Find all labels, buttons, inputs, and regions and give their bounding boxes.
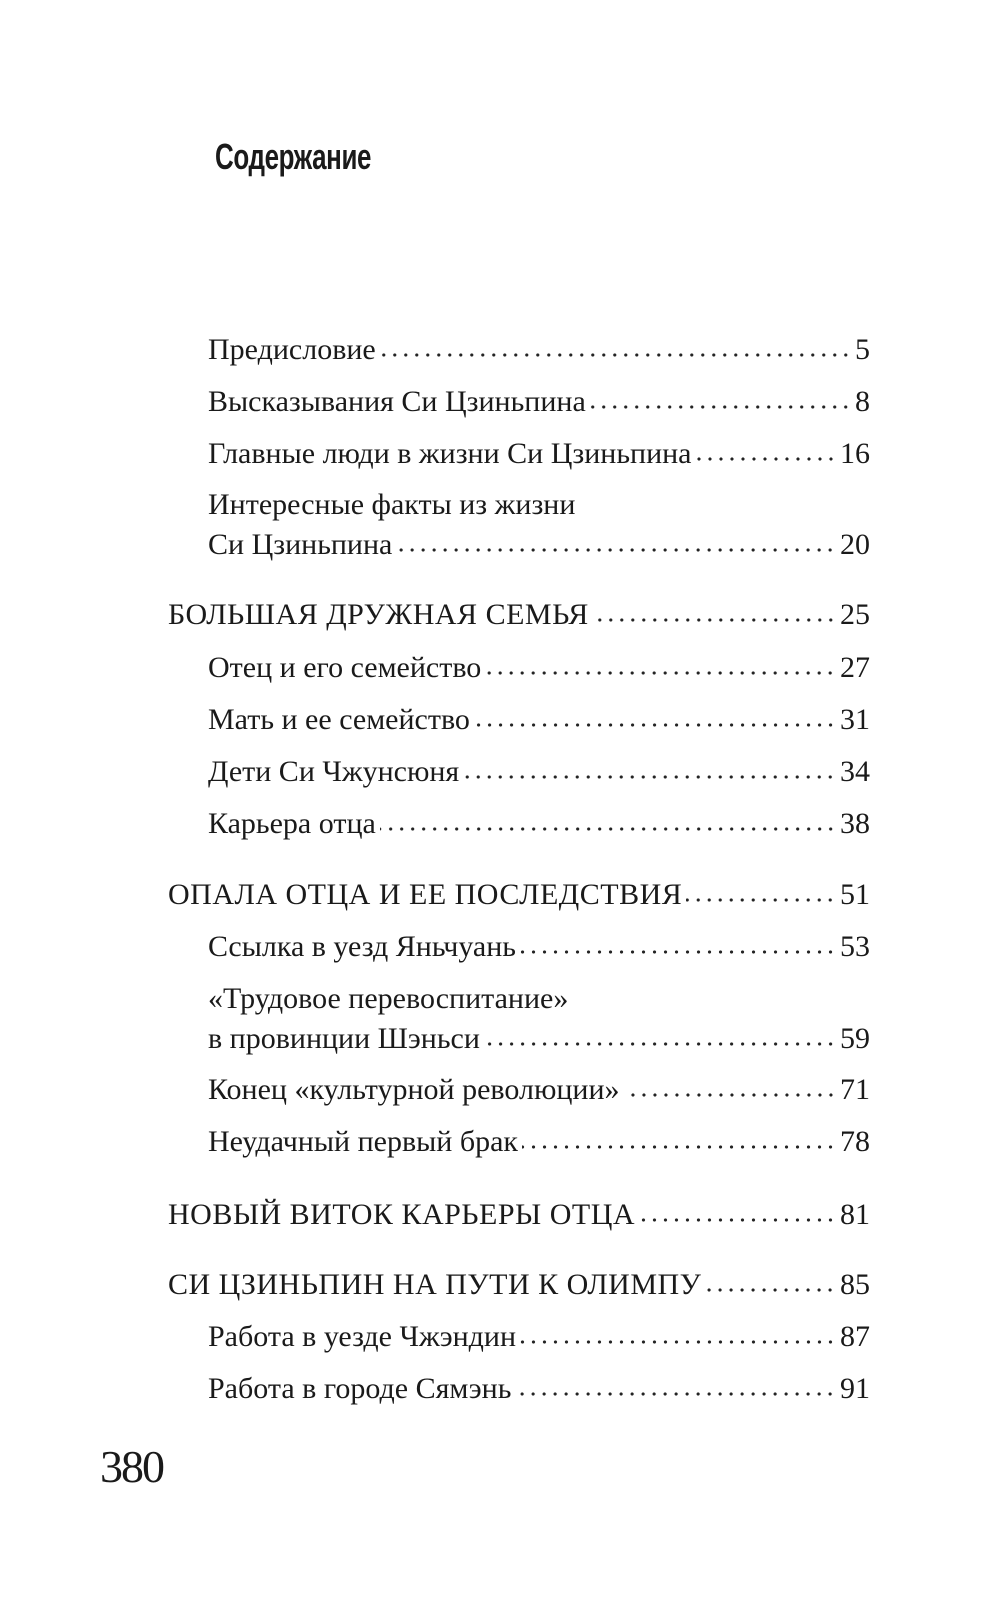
toc-entry <box>208 804 870 844</box>
dot-leader <box>484 1040 836 1048</box>
toc-entry <box>208 648 870 688</box>
toc-entry <box>208 927 870 967</box>
toc-entry-title: СИ ЦЗИНЬПИН НА ПУТИ К ОЛИМПУ <box>168 1268 702 1301</box>
toc-entry <box>208 1369 870 1409</box>
dot-leader <box>696 455 836 463</box>
dot-leader <box>590 403 851 411</box>
toc-entry <box>208 752 870 792</box>
dot-leader <box>520 1338 836 1346</box>
dot-leader <box>380 351 851 359</box>
toc-entry-title: Предисловие <box>208 333 376 366</box>
dot-leader <box>520 948 836 956</box>
toc-entry-title: Карьера отца <box>208 807 376 840</box>
toc-page-number: 38 <box>840 807 870 840</box>
toc-entry-title: Интересные факты из жизни <box>208 488 576 521</box>
dot-leader <box>380 825 836 833</box>
toc-entry <box>208 1317 870 1357</box>
toc-entry-title: Высказывания Си Цзиньпина <box>208 385 586 418</box>
toc-entry <box>208 485 870 565</box>
toc-section <box>168 1265 870 1305</box>
toc-entry-title: Ссылка в уезд Яньчуань <box>208 930 516 963</box>
toc-entry-title: Неудачный первый брак <box>208 1125 518 1158</box>
toc-page-number: 51 <box>840 878 870 911</box>
toc-entry-title: НОВЫЙ ВИТОК КАРЬЕРЫ ОТЦА <box>168 1198 636 1231</box>
toc-entry-title: в провинции Шэньси <box>208 1022 480 1055</box>
toc-page-number: 71 <box>840 1073 870 1106</box>
toc-page-number: 81 <box>840 1198 870 1231</box>
toc-section <box>168 1195 870 1235</box>
toc-page-number: 25 <box>840 598 870 631</box>
toc-entry-title: Мать и ее семейство <box>208 703 470 736</box>
toc-entry <box>208 700 870 740</box>
toc-page-number: 78 <box>840 1125 870 1158</box>
toc-page-number: 53 <box>840 930 870 963</box>
page-number: 380 <box>100 1441 163 1492</box>
toc-entry <box>208 330 870 370</box>
toc-entry-title: Работа в городе Сямэнь <box>208 1372 512 1405</box>
toc-page-number: 34 <box>840 755 870 788</box>
dot-leader <box>396 546 836 554</box>
toc-entry <box>208 1122 870 1162</box>
toc-section <box>168 875 870 915</box>
toc-section <box>168 595 870 635</box>
dot-leader <box>639 1216 836 1224</box>
dot-leader <box>485 669 836 677</box>
toc-page-number: 59 <box>840 1022 870 1055</box>
dot-leader <box>515 1390 836 1398</box>
toc-page-number: 5 <box>855 333 870 366</box>
toc-entry-title: Главные люди в жизни Си Цзиньпина <box>208 437 692 470</box>
dot-leader <box>522 1143 836 1151</box>
dot-leader <box>705 1286 836 1294</box>
dot-leader <box>593 616 836 624</box>
toc-page-number: 85 <box>840 1268 870 1301</box>
toc-page-number: 91 <box>840 1372 870 1405</box>
dot-leader <box>474 721 836 729</box>
toc-entry-title: Конец «культурной революции» <box>208 1073 620 1106</box>
toc-entry-title: Дети Си Чжунсюня <box>208 755 460 788</box>
toc-entry-title: Работа в уезде Чжэндин <box>208 1320 517 1353</box>
toc-page-number: 16 <box>840 437 870 470</box>
toc-entry-title: Отец и его семейство <box>208 651 482 684</box>
toc-page-number: 31 <box>840 703 870 736</box>
toc-entry <box>208 1070 870 1110</box>
dot-leader <box>463 773 836 781</box>
toc-entry-title: Си Цзиньпина <box>208 528 393 561</box>
page-title: Содержание <box>215 136 372 177</box>
toc-entry-title: БОЛЬШАЯ ДРУЖНАЯ СЕМЬЯ <box>168 598 589 631</box>
toc-entry <box>208 979 870 1059</box>
dot-leader <box>686 896 836 904</box>
toc-entry-title: ОПАЛА ОТЦА И ЕЕ ПОСЛЕДСТВИЯ <box>168 878 683 911</box>
toc-page-number: 87 <box>840 1320 870 1353</box>
toc-entry-title: «Трудовое перевоспитание» <box>208 982 569 1015</box>
toc-page-number: 20 <box>840 528 870 561</box>
dot-leader <box>624 1091 836 1099</box>
toc-page-number: 8 <box>855 385 870 418</box>
toc-entry <box>208 434 870 474</box>
toc-entry <box>208 382 870 422</box>
toc-page-number: 27 <box>840 651 870 684</box>
